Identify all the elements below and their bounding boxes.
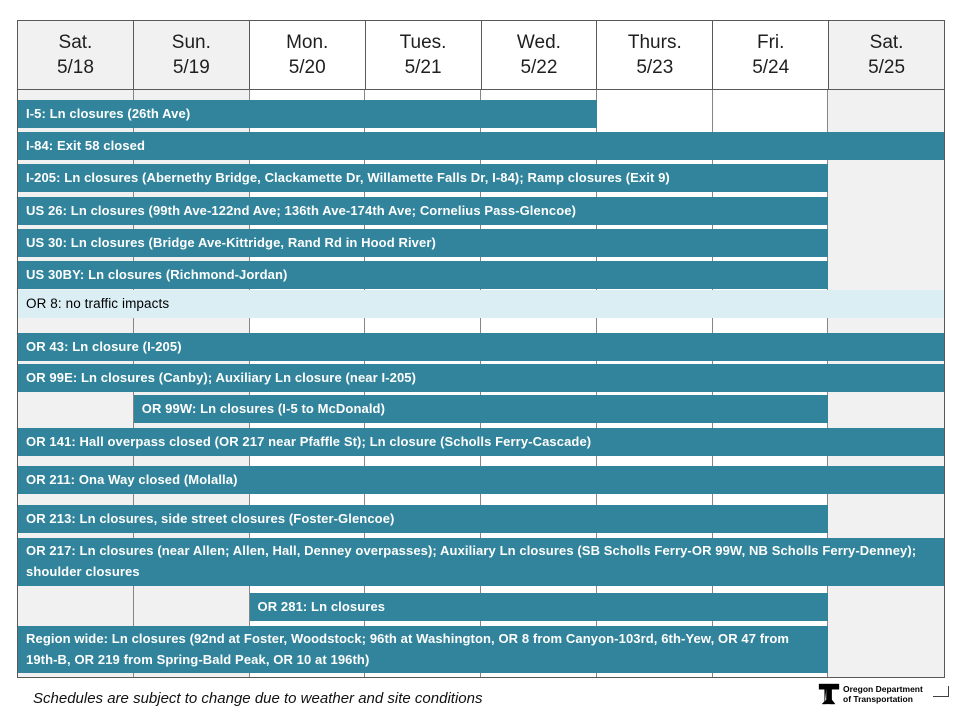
day-label: Sat. bbox=[58, 32, 93, 53]
day-header-row bbox=[17, 20, 945, 90]
schedule-bar-or-213: OR 213: Ln closures, side street closures (Foster-Glencoe) bbox=[18, 505, 828, 533]
day-header-cell bbox=[366, 21, 482, 89]
schedule-bar-or-141: OR 141: Hall overpass closed (OR 217 near Pfaffle St); Ln closure (Scholls Ferry-Cascade) bbox=[18, 428, 944, 456]
date-label: 5/18 bbox=[56, 57, 94, 78]
date-label: 5/25 bbox=[868, 57, 906, 78]
schedule-bar-or-211: OR 211: Ona Way closed (Molalla) bbox=[18, 466, 944, 494]
day-label: Sat. bbox=[869, 32, 904, 53]
schedule-bar-or-8: OR 8: no traffic impacts bbox=[18, 290, 944, 318]
schedule-bar-or-99w: OR 99W: Ln closures (I-5 to McDonald) bbox=[134, 395, 829, 423]
day-header-cell bbox=[713, 21, 829, 89]
schedule-bar-i-84: I-84: Exit 58 closed bbox=[18, 132, 944, 160]
odot-logo-icon bbox=[818, 682, 840, 706]
date-label: 5/21 bbox=[404, 57, 442, 78]
schedule-bar-or-281: OR 281: Ln closures bbox=[250, 593, 829, 621]
day-label: Mon. bbox=[286, 32, 329, 53]
day-header-cell bbox=[250, 21, 366, 89]
odot-logo-line1: Oregon Department bbox=[843, 683, 923, 694]
schedule-bar-i-205: I-205: Ln closures (Abernethy Bridge, Clackamette Dr, Willamette Falls Dr, I-84); Ramp closures (Exit 9) bbox=[18, 164, 828, 192]
day-label: Tues. bbox=[399, 32, 447, 53]
day-header-cell bbox=[597, 21, 713, 89]
day-header-cell bbox=[482, 21, 598, 89]
date-label: 5/20 bbox=[288, 57, 326, 78]
date-label: 5/19 bbox=[172, 57, 210, 78]
day-label: Sun. bbox=[171, 32, 211, 53]
day-label: Thurs. bbox=[627, 32, 682, 53]
day-header-cell bbox=[134, 21, 250, 89]
schedule-bar-us-26: US 26: Ln closures (99th Ave-122nd Ave; 136th Ave-174th Ave; Cornelius Pass-Glencoe) bbox=[18, 197, 828, 225]
schedule-bar-or-217: OR 217: Ln closures (near Allen; Allen, Hall, Denney overpasses); Auxiliary Ln closures (SB Scholls Ferry-OR 99W, NB Scholls Ferry-Denney); shoulder closures bbox=[18, 538, 944, 586]
day-header-cell bbox=[18, 21, 134, 89]
odot-logo-line2: of Transportation bbox=[843, 694, 913, 704]
date-label: 5/23 bbox=[636, 57, 674, 78]
schedule-bar-i-5: I-5: Ln closures (26th Ave) bbox=[18, 100, 597, 128]
odot-logo-text bbox=[843, 684, 923, 704]
schedule-bar-us-30by: US 30BY: Ln closures (Richmond-Jordan) bbox=[18, 261, 828, 289]
corner-mark bbox=[933, 686, 949, 697]
day-label: Wed. bbox=[516, 32, 561, 53]
schedule-bar-or-99e: OR 99E: Ln closures (Canby); Auxiliary Ln closure (near I-205) bbox=[18, 364, 944, 392]
date-label: 5/22 bbox=[520, 57, 558, 78]
day-label: Fri. bbox=[756, 32, 785, 53]
schedule-bar-region-wide: Region wide: Ln closures (92nd at Foster, Woodstock; 96th at Washington, OR 8 from Canyon-103rd, 6th-Yew, OR 47 from 19th-B, OR 219 from Spring-Bald Peak, OR 10 at 196th) bbox=[18, 626, 828, 673]
day-header-cell bbox=[829, 21, 944, 89]
odot-logo bbox=[818, 682, 923, 706]
schedule-bar-us-30: US 30: Ln closures (Bridge Ave-Kittridge, Rand Rd in Hood River) bbox=[18, 229, 828, 257]
date-label: 5/24 bbox=[752, 57, 790, 78]
schedule-bar-or-43: OR 43: Ln closure (I-205) bbox=[18, 333, 944, 361]
schedule-grid bbox=[17, 90, 945, 678]
schedule-footnote: Schedules are subject to change due to weather and site conditions bbox=[33, 690, 483, 707]
